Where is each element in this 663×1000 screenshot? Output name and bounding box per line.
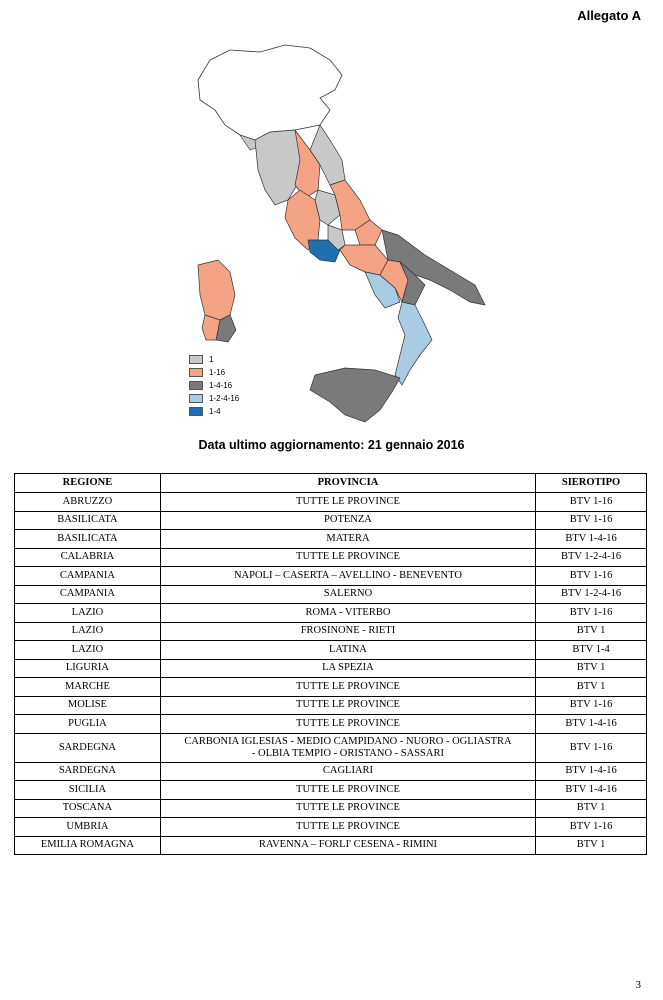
table-row — [15, 567, 647, 586]
legend-swatch — [189, 407, 203, 416]
cell-provincia: TUTTE LE PROVINCE — [160, 818, 535, 837]
map-legend — [189, 353, 239, 418]
cell-provincia: TUTTE LE PROVINCE — [160, 678, 535, 697]
cell-provincia-line: - OLBIA TEMPIO - ORISTANO - SASSARI — [251, 747, 444, 759]
cell-regione: LAZIO — [15, 622, 161, 641]
table-row — [15, 511, 647, 530]
cell-regione: CAMPANIA — [15, 585, 161, 604]
cell-sierotipo: BTV 1-2-4-16 — [536, 585, 647, 604]
legend-label: 1-16 — [209, 368, 226, 377]
cell-provincia: RAVENNA – FORLI' CESENA - RIMINI — [160, 836, 535, 855]
table-row — [15, 622, 647, 641]
table-row — [15, 493, 647, 512]
cell-sierotipo: BTV 1-16 — [536, 604, 647, 623]
legend-swatch — [189, 355, 203, 364]
header-regione: REGIONE — [15, 474, 161, 493]
serotype-table — [14, 473, 647, 855]
legend-label: 1 — [209, 355, 214, 364]
cell-sierotipo: BTV 1-4 — [536, 641, 647, 660]
legend-swatch — [189, 381, 203, 390]
table-row — [15, 836, 647, 855]
legend-item — [189, 366, 239, 379]
attachment-label: Allegato A — [577, 8, 641, 23]
table-row — [15, 696, 647, 715]
cell-regione: BASILICATA — [15, 530, 161, 549]
legend-item — [189, 392, 239, 405]
cell-provincia: TUTTE LE PROVINCE — [160, 799, 535, 818]
cell-regione: LAZIO — [15, 604, 161, 623]
cell-sierotipo: BTV 1-16 — [536, 567, 647, 586]
cell-provincia: TUTTE LE PROVINCE — [160, 493, 535, 512]
table-row — [15, 659, 647, 678]
cell-sierotipo: BTV 1-16 — [536, 733, 647, 762]
cell-sierotipo: BTV 1-4-16 — [536, 530, 647, 549]
cell-regione: LAZIO — [15, 641, 161, 660]
cell-provincia: LA SPEZIA — [160, 659, 535, 678]
legend-item — [189, 405, 239, 418]
table-row — [15, 799, 647, 818]
cell-regione: CALABRIA — [15, 548, 161, 567]
table-row — [15, 762, 647, 781]
header-provincia: PROVINCIA — [160, 474, 535, 493]
cell-sierotipo: BTV 1 — [536, 836, 647, 855]
cell-provincia: TUTTE LE PROVINCE — [160, 715, 535, 734]
page-number: 3 — [635, 979, 641, 991]
cell-provincia: MATERA — [160, 530, 535, 549]
cell-provincia: TUTTE LE PROVINCE — [160, 781, 535, 800]
cell-regione: EMILIA ROMAGNA — [15, 836, 161, 855]
cell-sierotipo: BTV 1 — [536, 678, 647, 697]
cell-regione: LIGURIA — [15, 659, 161, 678]
cell-regione: PUGLIA — [15, 715, 161, 734]
legend-label: 1-4 — [209, 407, 221, 416]
cell-regione: SARDEGNA — [15, 733, 161, 762]
legend-label: 1-2-4-16 — [209, 394, 240, 403]
update-date: Data ultimo aggiornamento: 21 gennaio 2016 — [198, 438, 465, 452]
cell-sierotipo: BTV 1-4-16 — [536, 781, 647, 800]
table-row — [15, 548, 647, 567]
cell-regione: MARCHE — [15, 678, 161, 697]
table-row — [15, 781, 647, 800]
table-row — [15, 585, 647, 604]
map-calabria — [395, 302, 432, 385]
cell-regione: SARDEGNA — [15, 762, 161, 781]
cell-sierotipo: BTV 1-4-16 — [536, 762, 647, 781]
table-row — [15, 604, 647, 623]
legend-swatch — [189, 368, 203, 377]
cell-sierotipo: BTV 1-16 — [536, 818, 647, 837]
cell-regione: UMBRIA — [15, 818, 161, 837]
cell-regione: MOLISE — [15, 696, 161, 715]
map-sicilia — [310, 368, 400, 422]
cell-sierotipo: BTV 1-16 — [536, 493, 647, 512]
cell-provincia-line: CARBONIA IGLESIAS - MEDIO CAMPIDANO - NUORO - OGLIASTRA — [184, 735, 512, 747]
header-sierotipo: SIEROTIPO — [536, 474, 647, 493]
table-row — [15, 678, 647, 697]
cell-provincia: POTENZA — [160, 511, 535, 530]
cell-provincia: CAGLIARI — [160, 762, 535, 781]
table-row — [15, 715, 647, 734]
legend-item — [189, 379, 239, 392]
cell-sierotipo: BTV 1 — [536, 799, 647, 818]
table-row — [15, 733, 647, 762]
cell-provincia: FROSINONE - RIETI — [160, 622, 535, 641]
table-row — [15, 641, 647, 660]
cell-sierotipo: BTV 1-4-16 — [536, 715, 647, 734]
cell-regione: TOSCANA — [15, 799, 161, 818]
cell-provincia: SALERNO — [160, 585, 535, 604]
cell-sierotipo: BTV 1-16 — [536, 696, 647, 715]
cell-sierotipo: BTV 1 — [536, 659, 647, 678]
cell-regione: SICILIA — [15, 781, 161, 800]
legend-label: 1-4-16 — [209, 381, 233, 390]
table-row — [15, 818, 647, 837]
cell-regione: ABRUZZO — [15, 493, 161, 512]
cell-provincia: ROMA - VITERBO — [160, 604, 535, 623]
cell-provincia: LATINA — [160, 641, 535, 660]
map-campania-north — [340, 245, 388, 275]
cell-provincia: NAPOLI – CASERTA – AVELLINO - BENEVENTO — [160, 567, 535, 586]
cell-regione: BASILICATA — [15, 511, 161, 530]
cell-provincia: TUTTE LE PROVINCE — [160, 696, 535, 715]
cell-sierotipo: BTV 1-16 — [536, 511, 647, 530]
cell-regione: CAMPANIA — [15, 567, 161, 586]
cell-sierotipo: BTV 1-2-4-16 — [536, 548, 647, 567]
cell-provincia: TUTTE LE PROVINCE — [160, 548, 535, 567]
cell-provincia — [160, 733, 535, 762]
cell-sierotipo: BTV 1 — [536, 622, 647, 641]
legend-item — [189, 353, 239, 366]
table-row — [15, 530, 647, 549]
table-header-row — [15, 474, 647, 493]
legend-swatch — [189, 394, 203, 403]
map-sardegna-north — [198, 260, 235, 320]
